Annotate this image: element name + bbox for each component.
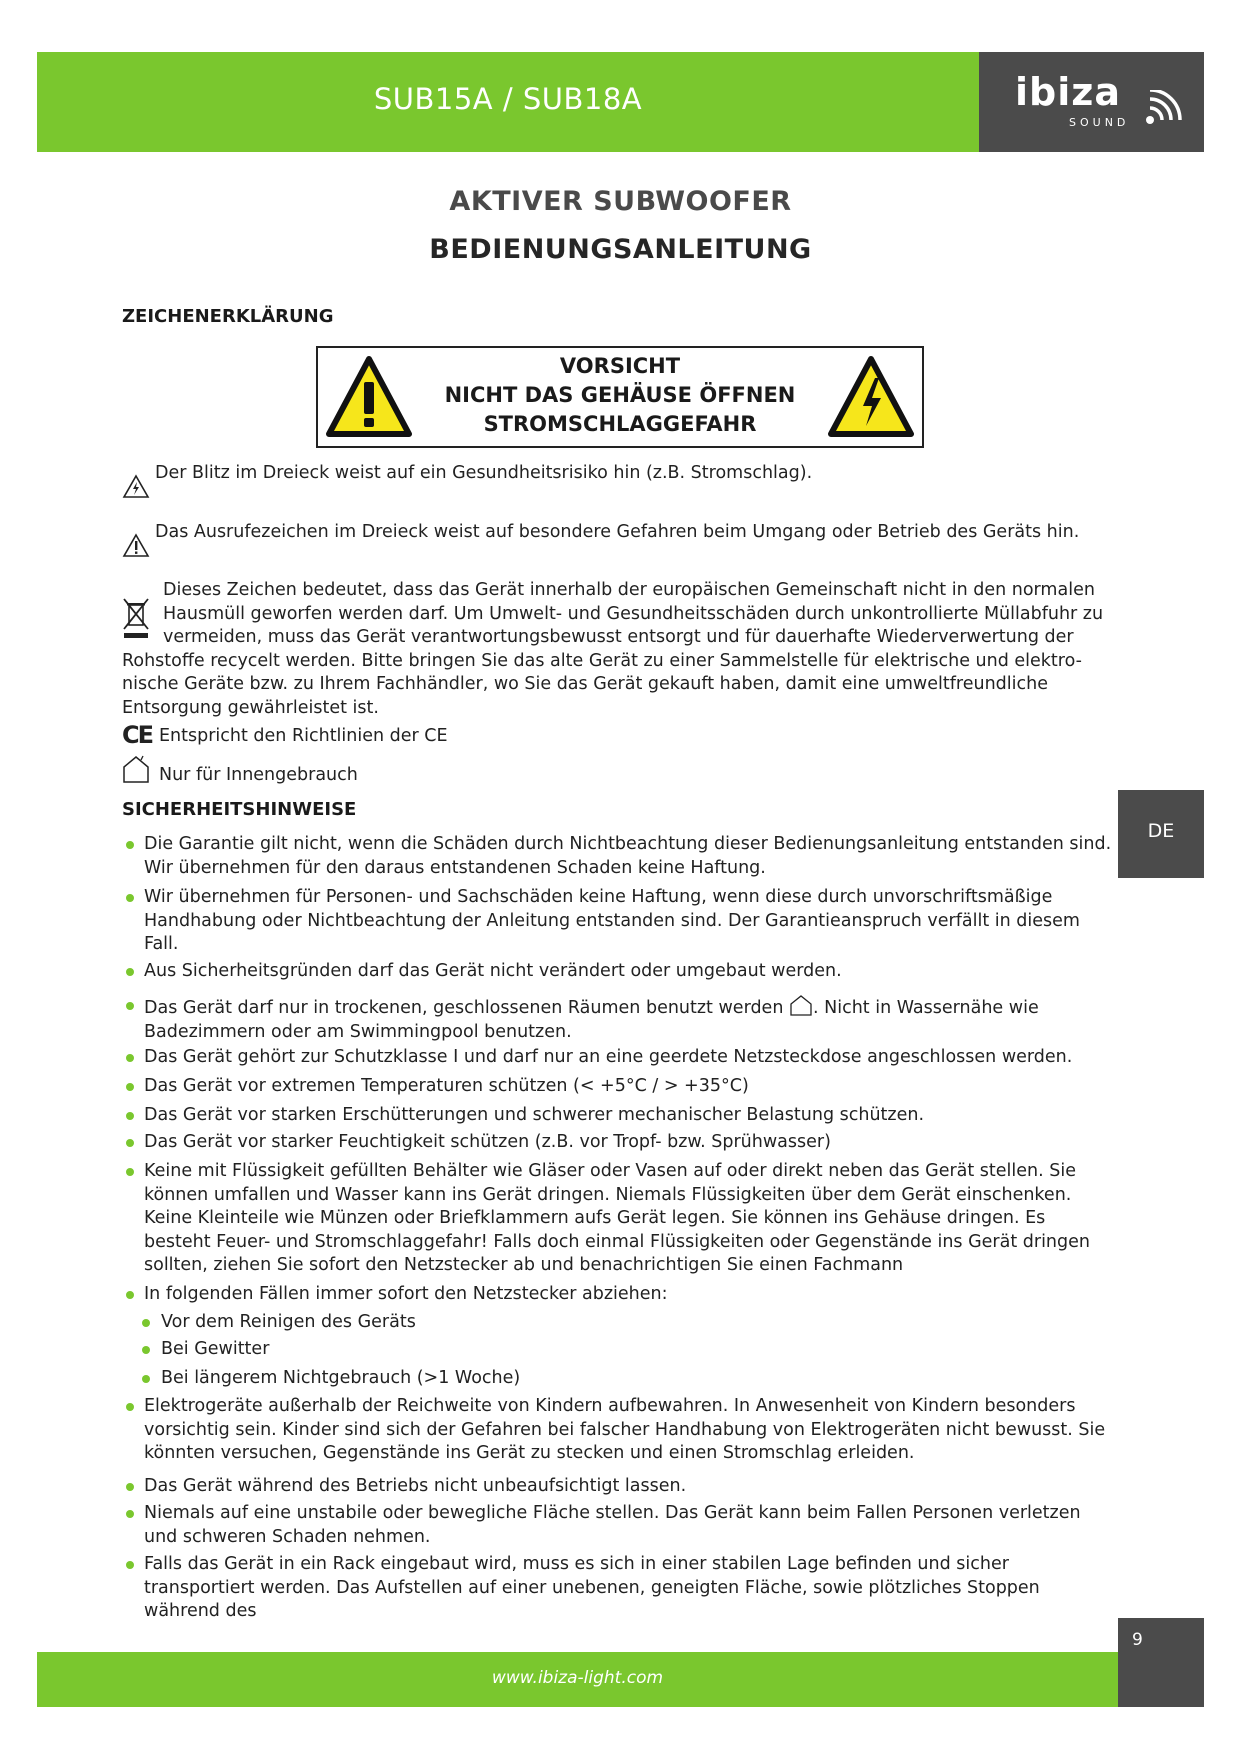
indoor-description: Nur für Innengebrauch <box>159 765 358 785</box>
caution-text <box>410 352 830 439</box>
lightning-description: Der Blitz im Dreieck weist auf ein Gesundheitsrisiko hin (z.B. Stromschlag). <box>155 463 813 483</box>
language-tab <box>1118 790 1204 878</box>
lightning-triangle-icon <box>122 474 150 499</box>
weee-line-5: nische Geräte bzw. zu Ihrem Fachhändler, wo Sie das Gerät gekauft haben, damit eine umweltfreundliche <box>122 674 1048 694</box>
weee-line-6: Entsorgung gewährleistet ist. <box>122 697 379 718</box>
weee-line-2: Hausmüll geworfen werden darf. Um Umwelt- und Gesundheitsschäden durch unkontrollierte Müllabfuhr zu <box>163 603 1104 624</box>
language-label: DE <box>1147 820 1175 842</box>
sound-waves-icon <box>1144 90 1188 126</box>
caution-line-1: VORSICHT <box>559 354 681 378</box>
symbols-heading: ZEICHENERKLÄRUNG <box>122 306 334 327</box>
caution-box <box>316 346 924 448</box>
document-subtitle: BEDIENUNGSANLEITUNG <box>429 234 812 265</box>
lightning-warning-icon <box>826 354 916 440</box>
safety-heading: SICHERHEITSHINWEISE <box>122 799 357 820</box>
header-bar <box>37 52 979 152</box>
exclamation-warning-icon <box>324 354 414 440</box>
house-icon <box>789 994 813 1016</box>
exclamation-triangle-icon <box>122 533 150 558</box>
exclamation-description: Das Ausrufezeichen im Dreieck weist auf besondere Gefahren beim Umgang oder Betrieb des Geräts hin. <box>155 522 1080 542</box>
weee-line-1: Dieses Zeichen bedeutet, dass das Gerät innerhalb der europäischen Gemeinschaft nicht in den normalen <box>163 580 1095 600</box>
model-title: SUB15A / SUB18A <box>373 82 643 116</box>
page-number: 9 <box>1132 1630 1143 1650</box>
caution-line-3: STROMSCHLAGGEFAHR <box>483 412 757 436</box>
logo-subtext: SOUND <box>1069 116 1130 129</box>
weee-line-3: vermeiden, muss das Gerät verantwortungsbewusst entsorgt und für dauerhafte Wiederverwertung der <box>163 627 1074 647</box>
ce-description: Entspricht den Richtlinien der CE <box>159 726 448 746</box>
brand-logo <box>979 52 1204 152</box>
page-number-box <box>1118 1618 1204 1707</box>
footer-url: www.ibiza-light.com <box>491 1668 664 1688</box>
ce-mark-icon: CE <box>122 721 153 749</box>
weee-symbol-row <box>122 579 1122 724</box>
footer-bar <box>37 1652 1118 1707</box>
logo-text: ibiza <box>1015 70 1122 114</box>
document-title: AKTIVER SUBWOOFER <box>449 186 792 217</box>
caution-line-2: NICHT DAS GEHÄUSE ÖFFNEN <box>444 383 796 407</box>
house-icon <box>122 754 150 784</box>
crossed-bin-icon <box>122 597 150 639</box>
weee-line-4: Rohstoffe recycelt werden. Bitte bringen Sie das alte Gerät zu einer Sammelstelle für elektrische und elektro- <box>122 650 1082 671</box>
